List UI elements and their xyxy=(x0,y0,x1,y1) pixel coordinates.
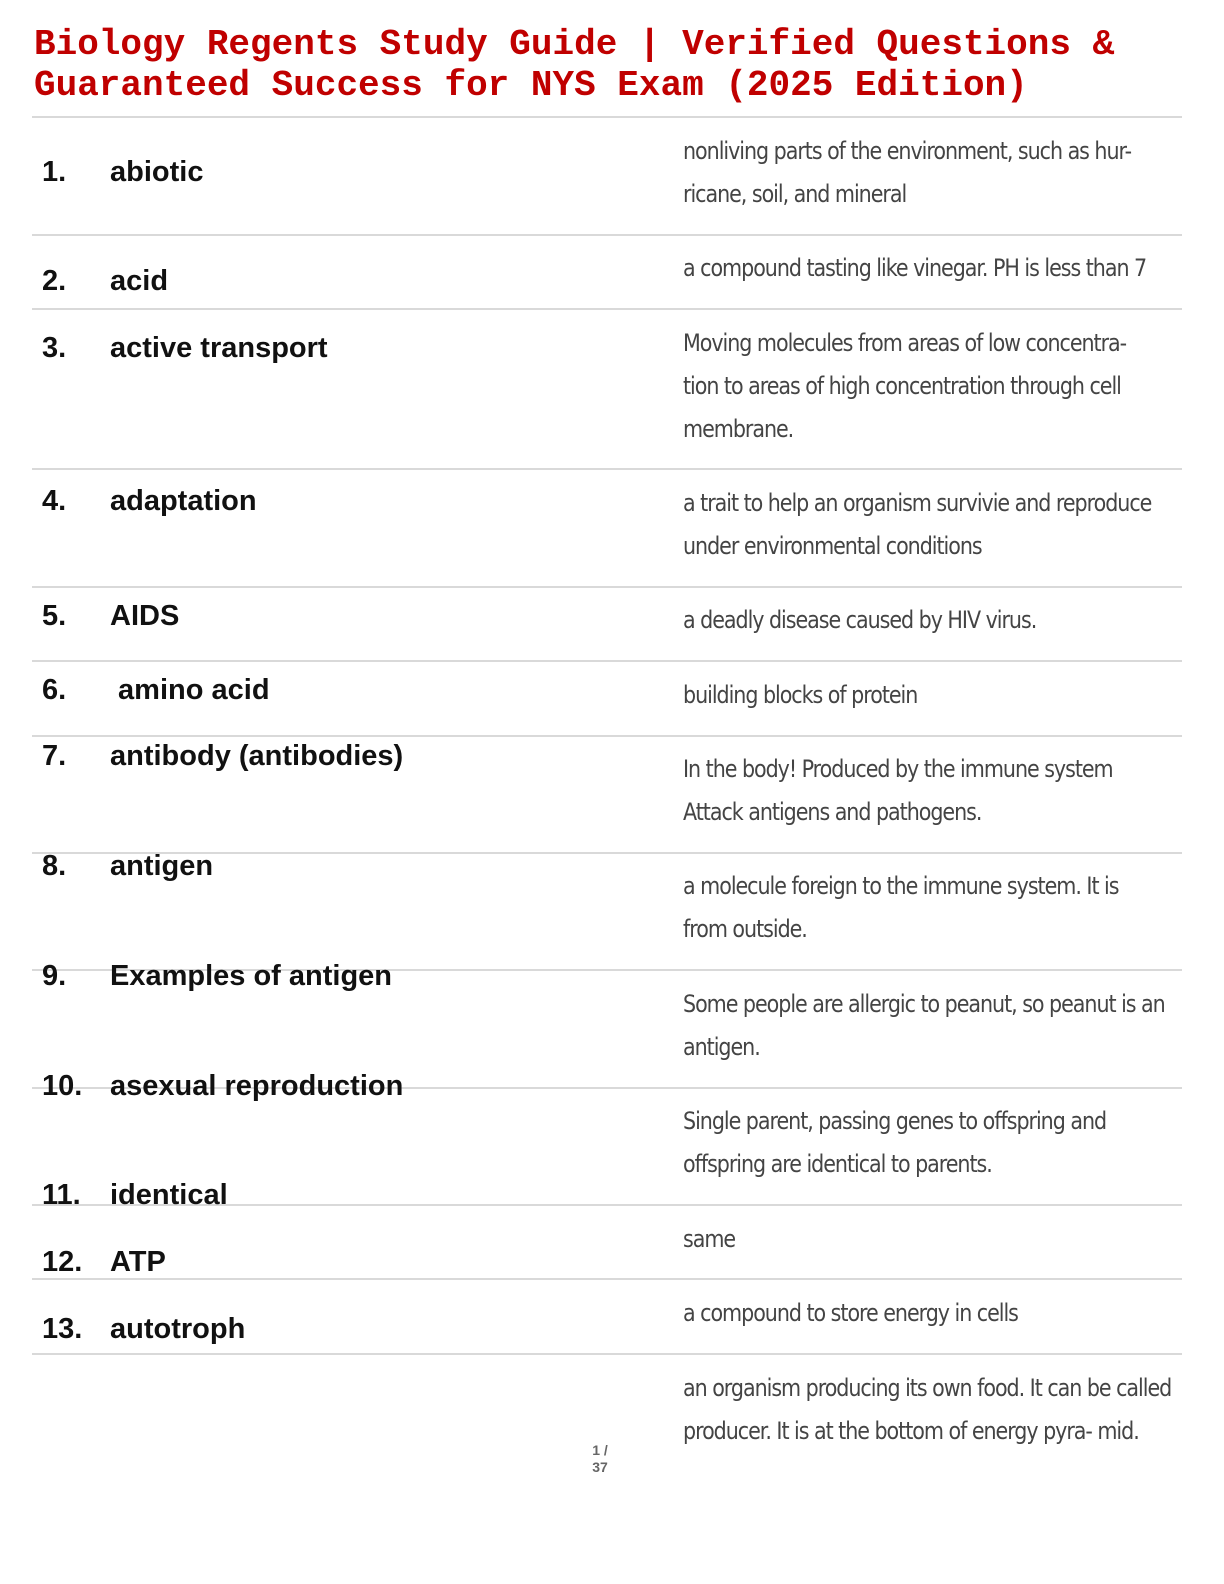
entry-number: 3. xyxy=(42,332,67,364)
entry-definition: a deadly disease caused by HIV virus. xyxy=(683,606,1037,634)
entry-term: antibody (antibodies) xyxy=(110,740,404,772)
entry-number: 11. xyxy=(42,1179,81,1211)
entry-term: active transport xyxy=(110,332,328,364)
entry-number: 10. xyxy=(42,1070,83,1102)
entry-number: 7. xyxy=(42,740,67,772)
entry-definition: same xyxy=(683,1225,736,1253)
entry-number: 2. xyxy=(42,265,67,297)
entry-term: Examples of antigen xyxy=(110,960,393,992)
entry-number: 6. xyxy=(42,674,67,706)
entry-number: 1. xyxy=(42,156,67,188)
entry-term: abiotic xyxy=(110,156,204,188)
divider xyxy=(32,308,1182,310)
divider xyxy=(32,234,1182,236)
divider xyxy=(32,468,1182,470)
divider xyxy=(32,660,1182,662)
entry-definition: a compound tasting like vinegar. PH is less than 7 xyxy=(683,254,1147,282)
entry-definition: Single parent, passing genes to offspring and offspring are identical to parents. xyxy=(683,1107,1107,1178)
entry-definition: In the body! Produced by the immune system Attack antigens and pathogens. xyxy=(683,755,1113,826)
document-title: Biology Regents Study Guide | Verified Questions & Guaranteed Success for NYS Exam (2025 Edition) xyxy=(34,24,1115,106)
entry-term: ATP xyxy=(110,1246,166,1278)
divider xyxy=(32,735,1182,737)
entry-definition: nonliving parts of the environment, such as hur- ricane, soil, and mineral xyxy=(683,137,1132,208)
divider xyxy=(32,1278,1182,1280)
entry-number: 4. xyxy=(42,485,67,517)
entry-definition: an organism producing its own food. It can be called producer. It is at the bottom of energy pyra- mid. xyxy=(683,1374,1172,1445)
entry-number: 5. xyxy=(42,600,67,632)
entry-term: amino acid xyxy=(110,674,270,706)
entry-definition: Some people are allergic to peanut, so peanut is an antigen. xyxy=(683,990,1165,1061)
entry-definition: building blocks of protein xyxy=(683,681,918,709)
page-number: 1 / 37 xyxy=(592,1442,608,1475)
entry-term: autotroph xyxy=(110,1313,246,1345)
entry-definition: a trait to help an organism survivie and reproduce under environmental conditions xyxy=(683,489,1152,560)
entry-definition: a compound to store energy in cells xyxy=(683,1299,1018,1327)
entry-term: asexual reproduction xyxy=(110,1070,404,1102)
entry-number: 12. xyxy=(42,1246,83,1278)
divider xyxy=(32,586,1182,588)
entry-definition: Moving molecules from areas of low concentra- tion to areas of high concentration through cell membrane. xyxy=(683,329,1127,443)
entry-number: 8. xyxy=(42,850,67,882)
entry-definition: a molecule foreign to the immune system. It is from outside. xyxy=(683,872,1119,943)
entry-number: 13. xyxy=(42,1313,83,1345)
divider xyxy=(32,116,1182,118)
entry-term: adaptation xyxy=(110,485,257,517)
entry-term: identical xyxy=(110,1179,228,1211)
entry-term: AIDS xyxy=(110,600,180,632)
entry-term: antigen xyxy=(110,850,214,882)
entry-number: 9. xyxy=(42,960,67,992)
entry-term: acid xyxy=(110,265,169,297)
divider xyxy=(32,1353,1182,1355)
